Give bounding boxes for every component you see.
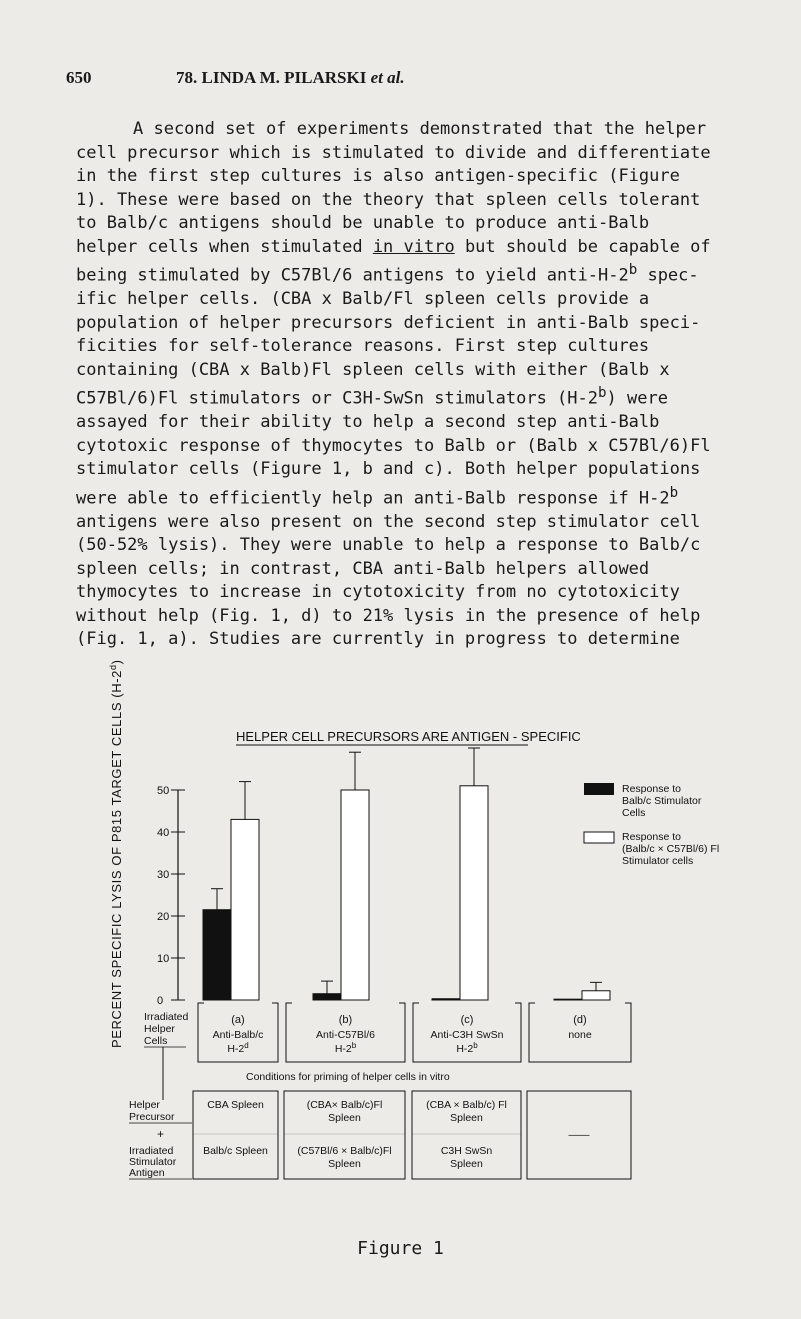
priming-precursor: Spleen [328,1112,361,1124]
row-label-stimulator: Irradiated Stimulator Antigen [129,1145,177,1179]
legend-white-text: Response to (Balb/c × C57Bl/6) Fl Stimulator cells [622,831,720,867]
text-line: to Balb/c antigens should be unable to produce anti-Balb [76,213,650,233]
conditions-label: Conditions for priming of helper cells in vitro [246,1071,450,1083]
bar-white-a [231,819,259,1000]
y-tick-label: 10 [157,953,170,965]
helper-spec: Anti-C57Bl/6 [316,1029,375,1041]
helper-label: (b) [338,1014,353,1026]
text-line: 1). These were based on the theory that spleen cells tolerant [76,189,701,210]
priming-stimulator: (C57Bl/6 × Balb/c)Fl [297,1145,392,1157]
row-label-plus: + [157,1127,165,1141]
priming-precursor: CBA Spleen [207,1099,264,1111]
row-label-helper-cells: Irradiated Helper Cells [144,1011,189,1047]
y-ticks [157,785,185,1007]
helper-label: (a) [231,1014,245,1026]
text-line: cell precursor which is stimulated to divide and differentiate [76,142,711,163]
helper-boxes [198,1003,631,1062]
text-line: stimulator cells (Figure 1, b and c). Both helper populations [76,459,701,480]
figure-caption: Figure 1 [357,1238,444,1259]
bar-white-c [460,786,488,1000]
text-line: in the first step cultures is also antigen-specific (Figure [76,166,680,186]
y-tick-label: 20 [157,911,170,923]
bar-black-b [313,994,341,1000]
legend-black-text: Response to Balb/c Stimulator Cells [622,783,702,819]
text-line: antigens were also present on the second step stimulator cell [76,511,701,532]
text-line: C57Bl/6)Fl stimulators or C3H-SwSn stimulators (H-2$^b$) were [76,385,668,409]
helper-haplotype: H-2$^b$ [456,1041,478,1055]
y-tick-label: 30 [157,869,170,881]
chart-title: HELPER CELL PRECURSORS ARE ANTIGEN - SPECIFIC [236,729,581,744]
priming-stimulator: Spleen [328,1158,361,1170]
text-line: (50-52% lysis). They were unable to help a response to Balb/c [76,535,701,556]
text-line: containing (CBA x Balb)Fl spleen cells with either (Balb x [76,359,670,380]
text-line: being stimulated by C57Bl/6 antigens to yield anti-H-2$^b$ spec- [76,262,699,286]
et-al: et al. [370,68,405,87]
text-line: cytotoxic response of thymocytes to Balb or (Balb x C57Bl/6)Fl [76,435,711,456]
priming-stimulator: Spleen [450,1158,483,1170]
y-tick-label: 50 [157,785,170,797]
helper-label: (d) [573,1014,587,1026]
y-tick-label: 0 [157,995,164,1007]
priming-precursor: (CBA× Balb/c)Fl [306,1099,383,1111]
bar-black-a [203,910,231,1000]
text-line: were able to efficiently help an anti-Balb response if H-2$^b$ [76,484,679,509]
priming-boxes [193,1091,631,1179]
bar-black-d [554,999,582,1000]
text-line: A second set of experiments demonstrated that the helper [133,119,707,139]
helper-spec: Anti-Balb/c [212,1029,264,1041]
helper-spec: none [568,1029,592,1041]
text-line: ficities for self-tolerance reasons. First step cultures [76,336,650,357]
bars [203,748,610,1000]
priming-precursor: Spleen [450,1112,483,1124]
text-line: assayed for their ability to help a second step anti-Balb [76,412,660,433]
priming-stimulator: Balb/c Spleen [203,1145,268,1157]
in-vitro: in vitro [372,236,455,257]
helper-spec: Anti-C3H SwSn [430,1029,504,1041]
legend-black-swatch [584,783,614,795]
text-line: ific helper cells. (CBA x Balb/Fl spleen cells provide a [76,289,650,310]
helper-haplotype: H-2$^d$ [227,1041,249,1055]
priming-stimulator: —— [568,1129,590,1141]
priming-precursor: (CBA × Balb/c) Fl [426,1099,507,1111]
legend-white-swatch [584,832,614,843]
bar-white-b [341,790,369,1000]
bar-white-d [582,991,610,1000]
text-line: thymocytes to increase in cytotoxicity from no cytotoxicity [76,582,680,603]
text-line: without help (Fig. 1, d) to 21% lysis in the presence of help [76,605,701,626]
helper-label: (c) [460,1014,474,1026]
y-axis-title: PERCENT SPECIFIC LYSIS OF P815 TARGET CELLS (H-2$^d$) [108,659,124,1048]
helper-haplotype: H-2$^b$ [334,1041,357,1055]
priming-stimulator: C3H SwSn [440,1145,493,1157]
text-line: (Fig. 1, a). Studies are currently in progress to determine [76,629,680,650]
page-number: 650 [66,68,92,87]
bar-black-c [432,999,460,1000]
text-line: population of helper precursors deficient in anti-Balb speci- [76,312,701,333]
row-label-helper-precursor: Helper Precursor [129,1099,175,1123]
text-line: spleen cells; in contrast, CBA anti-Balb helpers allowed [76,558,650,579]
text-line: helper cells when stimulated in vitro but should be capable of [76,236,711,257]
chapter-title: 78. LINDA M. PILARSKI et al. [176,68,405,87]
y-tick-label: 40 [157,827,170,839]
